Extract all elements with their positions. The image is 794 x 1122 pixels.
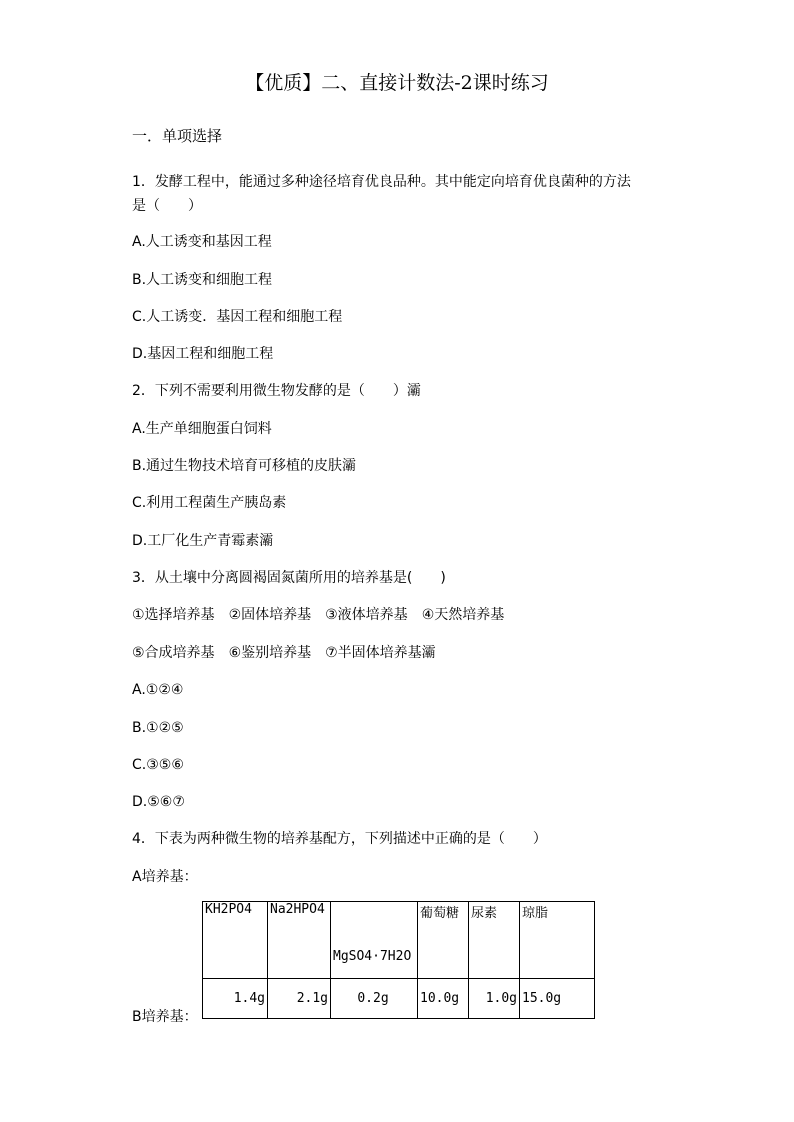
question-3-item: ⑤合成培养基 — [132, 645, 215, 661]
question-3-items-row2 — [132, 644, 436, 662]
table-cell: 1.4g — [203, 979, 268, 1019]
table-row — [203, 979, 595, 1019]
question-1-option-d: D.基因工程和细胞工程 — [132, 346, 274, 362]
question-3-item: ①选择培养基 — [132, 607, 215, 623]
table-header-cell: 琼脂 — [520, 902, 595, 979]
question-3-option-d: D.⑤⑥⑦ — [132, 794, 185, 810]
question-3-items-row1 — [132, 606, 504, 624]
question-2-option-d: D.工厂化生产青霉素灞 — [132, 533, 274, 549]
question-2-option-a: A.生产单细胞蛋白饲料 — [132, 421, 272, 437]
table-cell: 15.0g — [520, 979, 595, 1019]
question-2-option-c: C.利用工程菌生产胰岛素 — [132, 495, 287, 511]
table-header-cell: KH2PO4 — [203, 902, 268, 979]
question-3-option-a: A.①②④ — [132, 682, 184, 698]
table-cell: 10.0g — [418, 979, 469, 1019]
question-3-item: ④天然培养基 — [421, 607, 505, 623]
medium-b-label: B培养基： — [132, 1009, 198, 1025]
question-1-option-b: B.人工诱变和细胞工程 — [132, 272, 273, 288]
question-4-stem: 4．下表为两种微生物的培养基配方，下列描述中正确的是（ ） — [132, 831, 547, 847]
table-header-cell: MgSO4·7H2O — [331, 902, 418, 979]
question-1-option-c: C.人工诱变．基因工程和细胞工程 — [132, 309, 343, 325]
question-1-stem-line2: 是（ ） — [132, 198, 202, 214]
question-3-stem: 3．从土壤中分离圆褐固氮菌所用的培养基是( ) — [132, 570, 446, 586]
table-cell: 2.1g — [268, 979, 331, 1019]
table-header-cell: 尿素 — [469, 902, 520, 979]
table-header-cell: 葡萄糖 — [418, 902, 469, 979]
page-title: 【优质】二、直接计数法-2课时练习 — [245, 72, 549, 94]
section-heading: 一．单项选择 — [132, 127, 223, 145]
medium-a-label: A培养基： — [132, 869, 198, 885]
question-3-item: ⑦半固体培养基灞 — [325, 645, 436, 661]
question-3-item: ⑥鉴别培养基 — [228, 645, 312, 661]
question-2-option-b: B.通过生物技术培育可移植的皮肤灞 — [132, 458, 357, 474]
medium-a-table — [202, 901, 595, 1019]
table-header-row — [203, 902, 595, 979]
question-3-item: ②固体培养基 — [228, 607, 312, 623]
question-1-option-a: A.人工诱变和基因工程 — [132, 234, 272, 250]
table-cell: 0.2g — [331, 979, 418, 1019]
table-cell: 1.0g — [469, 979, 520, 1019]
question-2-stem: 2．下列不需要利用微生物发酵的是（ ）灞 — [132, 383, 421, 399]
question-3-item: ③液体培养基 — [325, 607, 408, 623]
question-1-stem-line1: 1．发酵工程中，能通过多种途径培育优良品种。其中能定向培育优良菌种的方法 — [132, 174, 631, 190]
table-header-cell: Na2HPO4 — [268, 902, 331, 979]
question-3-option-c: C.③⑤⑥ — [132, 757, 184, 773]
question-3-option-b: B.①②⑤ — [132, 720, 184, 736]
